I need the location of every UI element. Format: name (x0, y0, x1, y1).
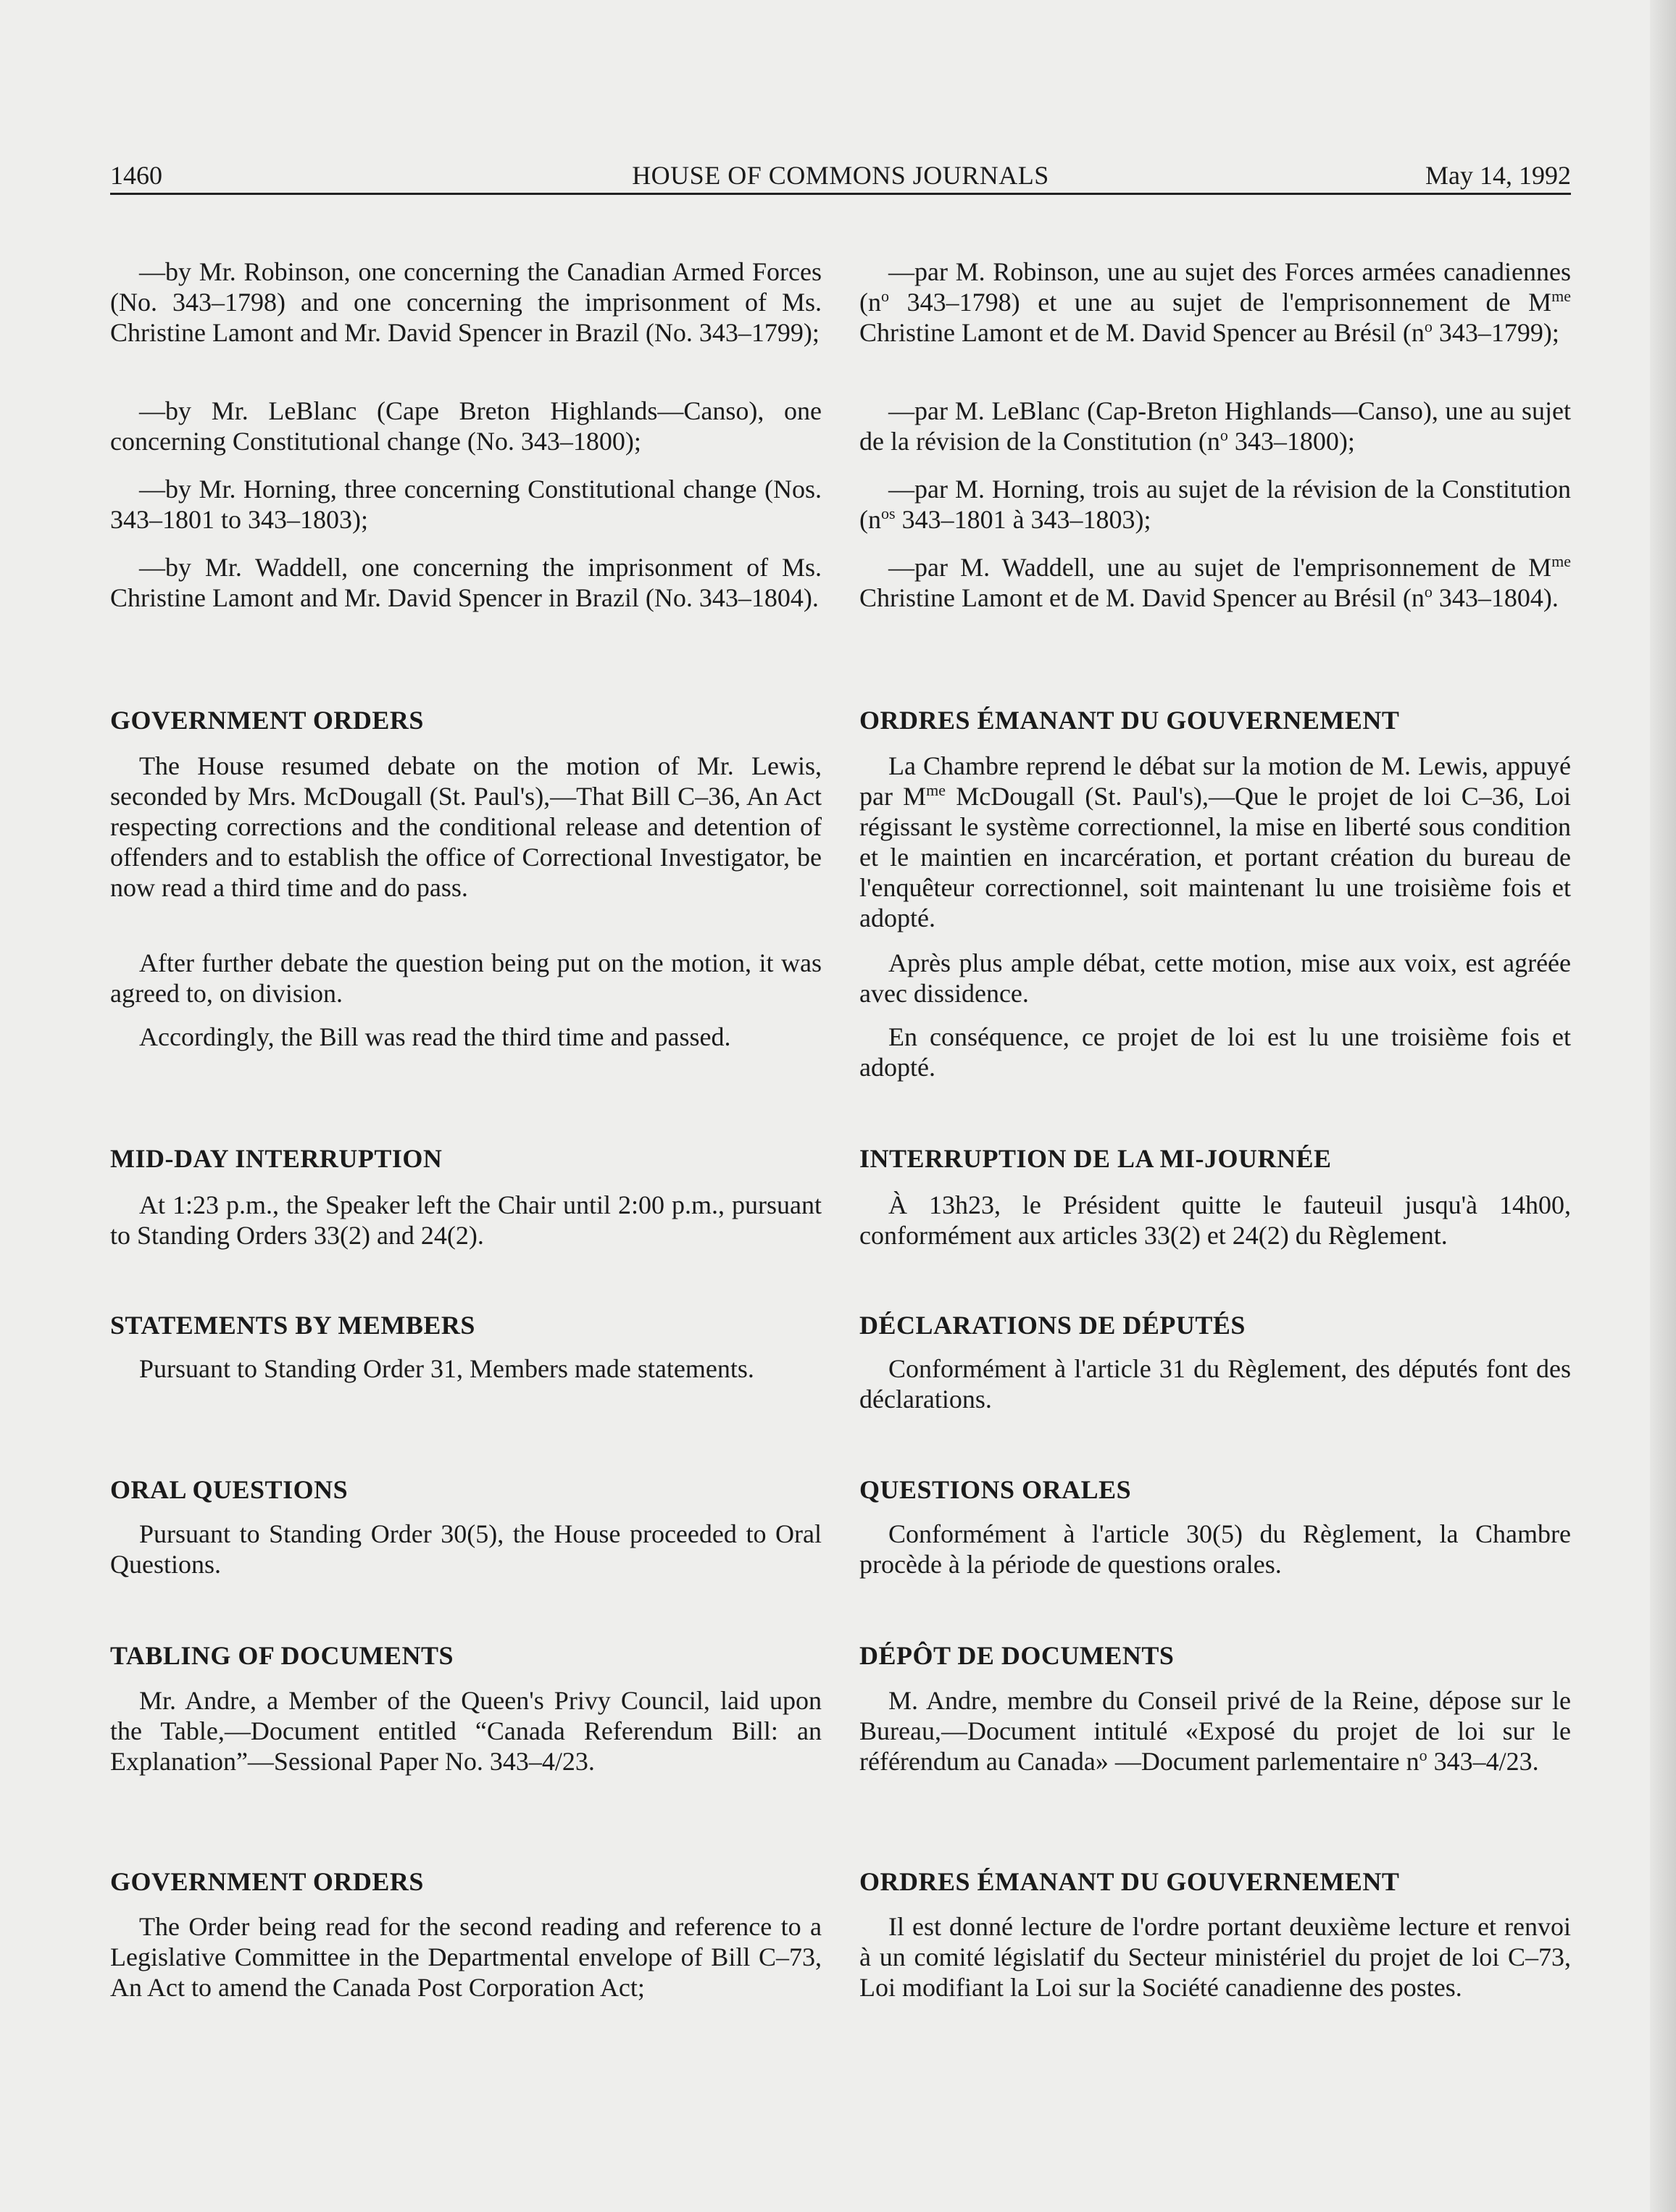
gov-orders-debate-text-fr: La Chambre reprend le débat sur la motion de M. Lewis, appuyé par $M^{me}$ McDougall (St. Paul's),—Que le projet de loi C–36, Loi régissant le système correctionnel, la mise en liberté sous condition et le maintien en incarcération, et portant création du bureau de l'enquêteur correctionnel, soit maintenant lu une troisième fois et adopté. (859, 751, 1571, 932)
heading-oral-questions: ORAL QUESTIONS (110, 1475, 349, 1504)
heading-government-orders-2: GOVERNMENT ORDERS (110, 1867, 424, 1896)
gov-orders-2-text: The Order being read for the second reading and reference to a Legislative Committee in the Departmental envelope of Bill C–73, An Act to amend the Canada Post Corporation Act; (110, 1912, 822, 2002)
page-header (110, 158, 1571, 195)
gov-orders-debate-text: The House resumed debate on the motion of Mr. Lewis, seconded by Mrs. McDougall (St. Paul's),—That Bill C–36, An Act respecting corrections and the conditional release and detention of offenders and to establish the office of Correctional Investigator, be now read a third time and do pass. (110, 751, 822, 902)
petition-horning-fr: —par M. Horning, trois au sujet de la révision de la Constitution ($n^{os}$ 343–1801 à 343–1803); (859, 475, 1571, 534)
heading-government-orders-fr: ORDRES ÉMANANT DU GOUVERNEMENT (859, 706, 1400, 735)
heading-tabling-of-documents-fr: DÉPÔT DE DOCUMENTS (859, 1641, 1175, 1670)
gov-orders-passed-text: Accordingly, the Bill was read the third time and passed. (139, 1022, 731, 1051)
petition-leblanc-fr: —par M. LeBlanc (Cap-Breton Highlands—Canso), une au sujet de la révision de la Constitution ($n^o$ 343–1800); (859, 396, 1571, 456)
gov-orders-division-text-fr: Après plus ample débat, cette motion, mise aux voix, est agréée avec dissidence. (859, 948, 1571, 1008)
petition-robinson: —by Mr. Robinson, one concerning the Canadian Armed Forces (No. 343–1798) and one concerning the imprisonment of Ms. Christine Lamont and Mr. David Spencer in Brazil (No. 343–1799); (110, 257, 822, 347)
heading-midday-interruption-fr: INTERRUPTION DE LA MI-JOURNÉE (859, 1144, 1332, 1173)
tabling-text-fr: M. Andre, membre du Conseil privé de la Reine, dépose sur le Bureau,—Document intitulé «Exposé du projet de loi sur le référendum au Canada» —Document parlementaire $n^o$ 343–4/23. (859, 1686, 1571, 1776)
tabling-text: Mr. Andre, a Member of the Queen's Privy Council, laid upon the Table,—Document entitled “Canada Referendum Bill: an Explanation”—Sessional Paper No. 343–4/23. (110, 1686, 822, 1776)
journal-date: May 14, 1992 (1425, 161, 1571, 190)
petition-leblanc: —by Mr. LeBlanc (Cape Breton Highlands—Canso), one concerning Constitutional change (No. 343–1800); (110, 396, 822, 456)
journal-title: HOUSE OF COMMONS JOURNALS (632, 161, 1049, 190)
heading-statements-by-members-fr: DÉCLARATIONS DE DÉPUTÉS (859, 1311, 1246, 1340)
gov-orders-2-text-fr: Il est donné lecture de l'ordre portant deuxième lecture et renvoi à un comité législatif du Secteur ministériel du projet de loi C–73, Loi modifiant la Loi sur la Société canadienne des postes. (859, 1912, 1571, 2002)
heading-tabling-of-documents: TABLING OF DOCUMENTS (110, 1641, 454, 1670)
page-number: 1460 (110, 161, 162, 190)
statements-text-fr: Conformément à l'article 31 du Règlement, des députés font des déclarations. (859, 1354, 1571, 1414)
petition-waddell: —by Mr. Waddell, one concerning the imprisonment of Ms. Christine Lamont and Mr. David Spencer in Brazil (No. 343–1804). (110, 553, 822, 612)
statements-text: Pursuant to Standing Order 31, Members made statements. (139, 1354, 754, 1383)
petition-waddell-fr: —par M. Waddell, une au sujet de l'emprisonnement de $M^{me}$ Christine Lamont et de M. David Spencer au Brésil ($n^o$ 343–1804). (859, 552, 1571, 612)
heading-government-orders-2-fr: ORDRES ÉMANANT DU GOUVERNEMENT (859, 1867, 1400, 1896)
gov-orders-division-text: After further debate the question being put on the motion, it was agreed to, on division. (110, 948, 822, 1008)
heading-statements-by-members: STATEMENTS BY MEMBERS (110, 1311, 475, 1340)
heading-oral-questions-fr: QUESTIONS ORALES (859, 1475, 1132, 1504)
scan-edge (1650, 0, 1676, 2212)
heading-midday-interruption: MID-DAY INTERRUPTION (110, 1144, 443, 1173)
midday-text: At 1:23 p.m., the Speaker left the Chair until 2:00 p.m., pursuant to Standing Orders 33(2) and 24(2). (110, 1190, 822, 1250)
oral-questions-text-fr: Conformément à l'article 30(5) du Règlement, la Chambre procède à la période de questions orales. (859, 1519, 1571, 1579)
gov-orders-passed-text-fr: En conséquence, ce projet de loi est lu une troisième fois et adopté. (859, 1022, 1571, 1082)
midday-text-fr: À 13h23, le Président quitte le fauteuil jusqu'à 14h00, conformément aux articles 33(2) et 24(2) du Règlement. (859, 1190, 1571, 1250)
petition-robinson-fr: —par M. Robinson, une au sujet des Forces armées canadiennes ($n^o$ 343–1798) et une au sujet de l'emprisonnement de $M^{me}$ Christine Lamont et de M. David Spencer au Brésil ($n^o$ 343–1799); (859, 257, 1571, 347)
oral-questions-text: Pursuant to Standing Order 30(5), the House proceeded to Oral Questions. (110, 1519, 822, 1579)
petition-horning: —by Mr. Horning, three concerning Constitutional change (Nos. 343–1801 to 343–1803); (110, 475, 822, 534)
heading-government-orders: GOVERNMENT ORDERS (110, 706, 424, 735)
